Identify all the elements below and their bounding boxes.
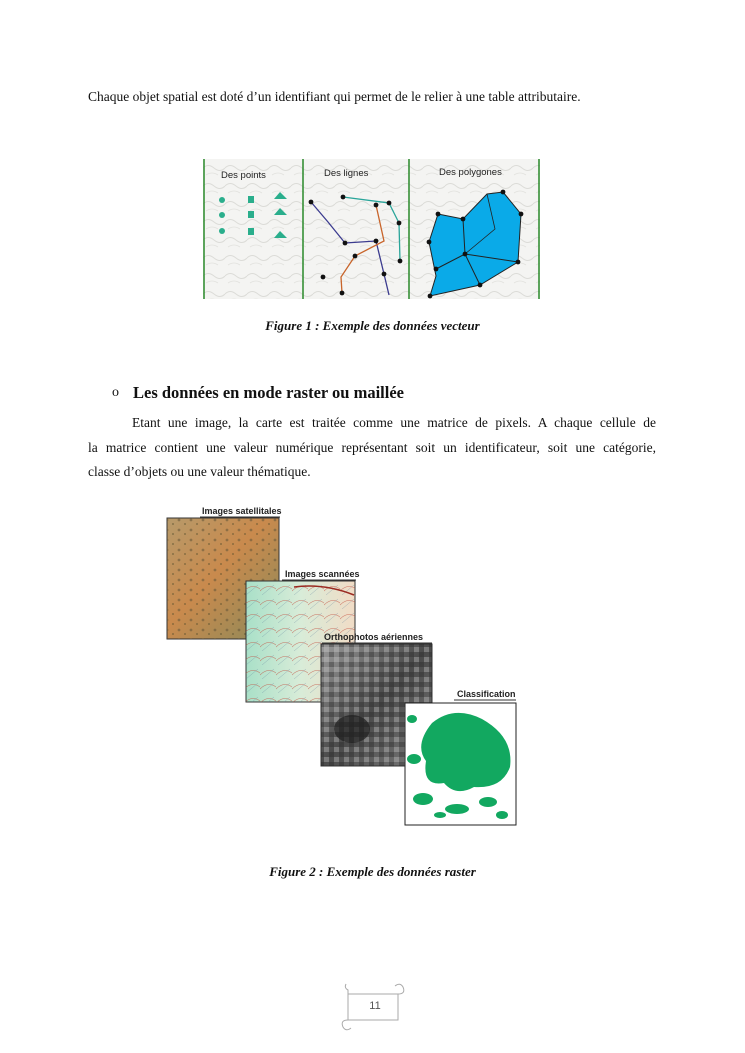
page-number: 11: [369, 1000, 381, 1012]
layer-label-orthophoto: Orthophotos aériennes: [324, 632, 424, 642]
figure-2-caption: Figure 2 : Exemple des données raster: [269, 864, 476, 879]
layer-label-scanned: Images scannées: [285, 569, 360, 579]
section-heading: Les données en mode raster ou maillée: [133, 383, 405, 402]
paragraph-line: classe d’objets ou une valeur thématique.: [88, 464, 311, 479]
panel-title-points: Des points: [221, 170, 266, 181]
figure-1-caption: Figure 1 : Exemple des données vecteur: [265, 318, 480, 333]
intro-text: Chaque objet spatial est doté d’un identifiant qui permet de le relier à une table attributaire.: [88, 89, 581, 104]
raster-data-figure: [164, 497, 518, 827]
layer-label-classification: Classification: [457, 689, 516, 699]
bullet-marker: o: [112, 385, 119, 400]
paragraph-line: Etant une image, la carte est traitée comme une matrice de pixels. A chaque cellule de: [132, 415, 656, 430]
vector-data-figure: [203, 159, 540, 299]
layer-label-satellite: Images satellitales: [202, 506, 282, 516]
section-paragraph: [88, 411, 656, 485]
panel-title-lines: Des lignes: [324, 168, 369, 179]
panel-title-polygons: Des polygones: [439, 167, 502, 178]
paragraph-line: la matrice contient une valeur numérique représentant soit un identificateur, soit une catégorie,: [88, 439, 656, 455]
